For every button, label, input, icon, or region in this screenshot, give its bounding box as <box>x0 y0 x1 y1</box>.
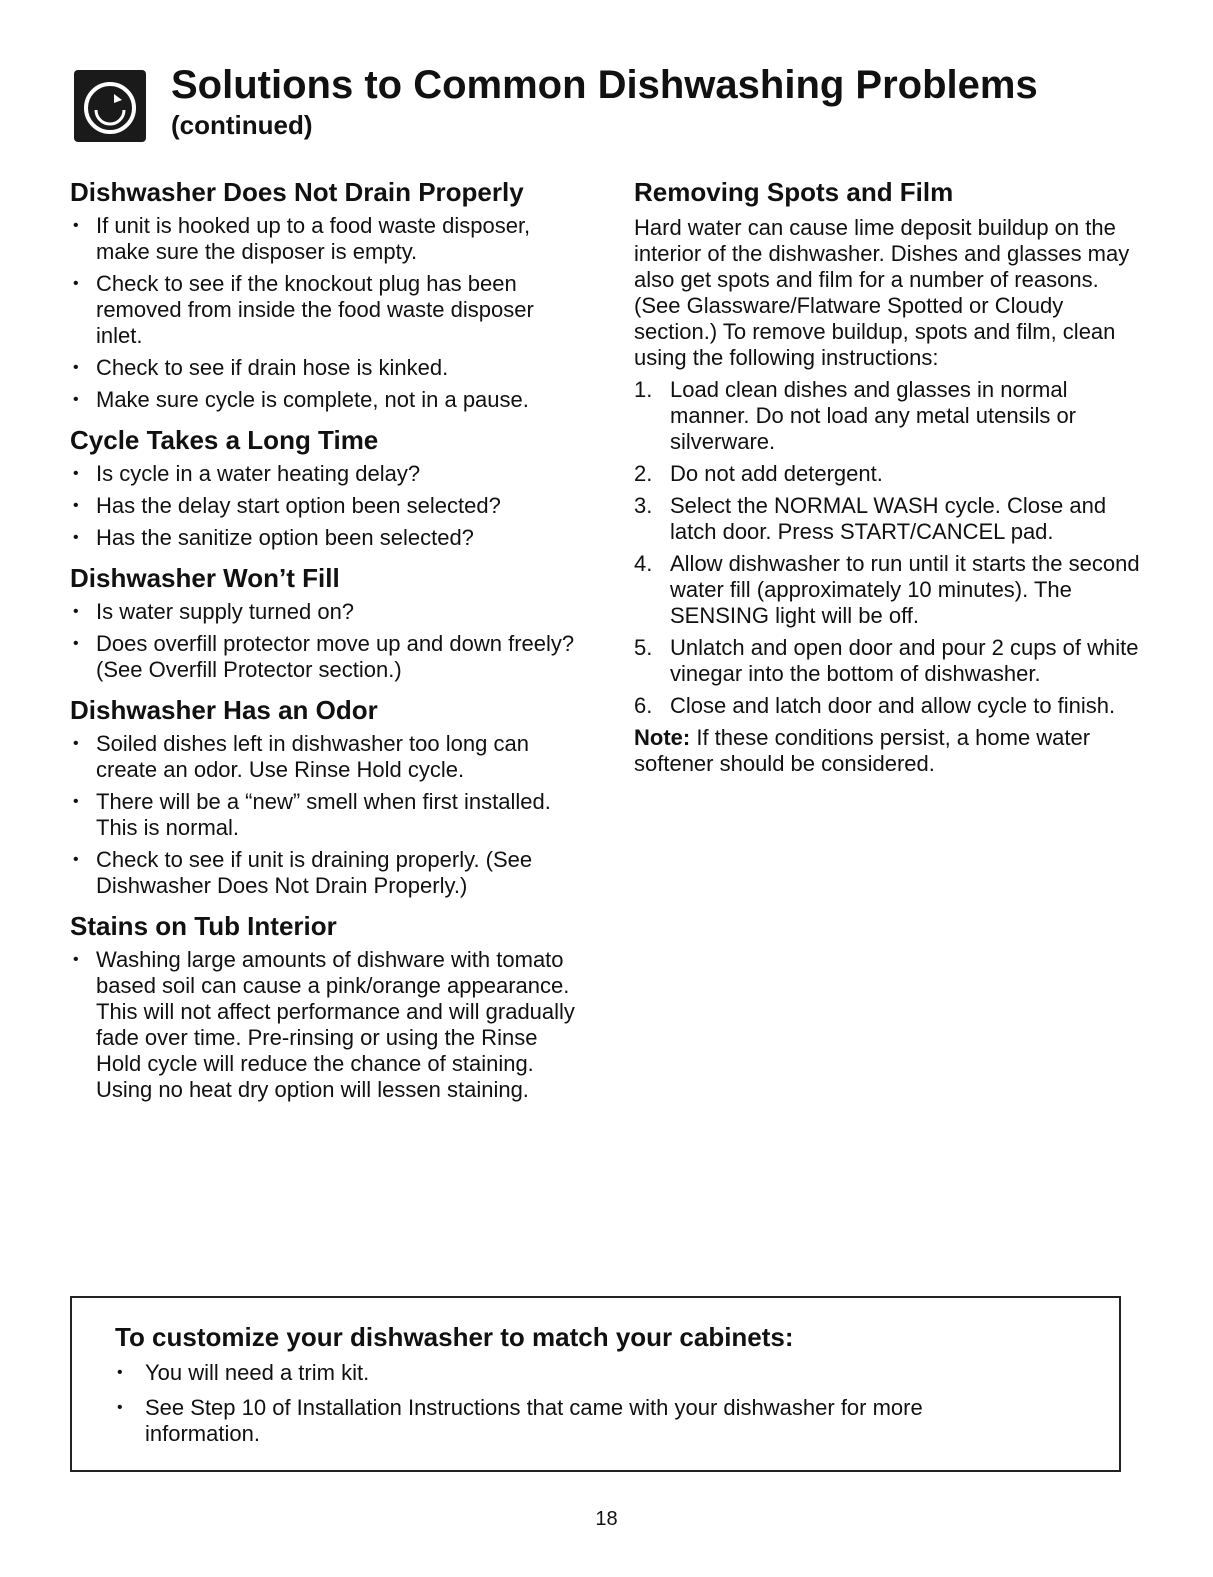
bullet-item: • There will be a “new” smell when first installed. This is normal. <box>70 789 580 841</box>
step-number: 5. <box>634 635 653 660</box>
box-heading: To customize your dishwasher to match your cabinets: <box>115 1322 794 1352</box>
bullet-list <box>70 461 580 551</box>
step-number: 2. <box>634 461 653 486</box>
section-drain <box>70 175 580 413</box>
step-text: Do not add detergent. <box>670 461 883 486</box>
bullet-item: • If unit is hooked up to a food waste disposer, make sure the disposer is empty. <box>70 213 580 265</box>
step-text: Unlatch and open door and pour 2 cups of white vinegar into the bottom of dishwasher. <box>670 635 1139 686</box>
bullet-item: • Is water supply turned on? <box>70 599 580 625</box>
bullet-item: • Soiled dishes left in dishwasher too long can create an odor. Use Rinse Hold cycle. <box>70 731 580 783</box>
step-number: 4. <box>634 551 653 576</box>
section-heading: Cycle Takes a Long Time <box>70 425 379 455</box>
bullet-item: • Washing large amounts of dishware with tomato based soil can cause a pink/orange appearance. This will not affect performance and will gradually fade over time. Pre-rinsing or using the Rinse Hold cycle will reduce the chance of staining. Using no heat dry option will lessen staining. <box>70 947 580 1103</box>
intro-paragraph: Hard water can cause lime deposit buildup on the interior of the dishwasher. Dishes and glasses may also get spots and film for a number of reasons. (See Glassware/Flatware Spotted or Cloudy section.) To remove buildup, spots and film, clean using the following instructions: <box>634 215 1130 370</box>
section-heading: Removing Spots and Film <box>634 177 954 207</box>
step-text: Load clean dishes and glasses in normal manner. Do not load any metal utensils or silverware. <box>670 377 1077 454</box>
bullet-item: • Check to see if the knockout plug has been removed from inside the food waste disposer inlet. <box>70 271 580 349</box>
step-item <box>634 377 1144 455</box>
box-bullet-list <box>115 1360 1015 1456</box>
section-heading: Dishwasher Won’t Fill <box>70 563 340 593</box>
bullet-list <box>70 947 580 1103</box>
bullet-list <box>70 731 580 899</box>
step-number: 1. <box>634 377 653 402</box>
step-text: Select the NORMAL WASH cycle. Close and latch door. Press START/CANCEL pad. <box>670 493 1107 544</box>
bullet-item: • Is cycle in a water heating delay? <box>70 461 580 487</box>
note-paragraph <box>634 725 1144 777</box>
step-item <box>634 493 1144 545</box>
section-heading: Stains on Tub Interior <box>70 911 337 941</box>
left-column <box>70 175 580 1113</box>
numbered-steps <box>634 377 1144 719</box>
bullet-item: • Check to see if unit is draining properly. (See Dishwasher Does Not Drain Properly.) <box>70 847 580 899</box>
section-long-time <box>70 423 580 551</box>
dishwasher-cycle-icon <box>74 70 146 142</box>
step-item <box>634 461 1144 487</box>
step-number: 6. <box>634 693 653 718</box>
right-column <box>634 175 1144 777</box>
step-number: 3. <box>634 493 653 518</box>
bullet-list <box>70 213 580 413</box>
bullet-item: • You will need a trim kit. <box>115 1360 1015 1386</box>
bullet-item: • Does overfill protector move up and down freely? (See Overfill Protector section.) <box>70 631 580 683</box>
bullet-item: • See Step 10 of Installation Instructions that came with your dishwasher for more information. <box>115 1395 1015 1447</box>
page-title: Solutions to Common Dishwashing Problems <box>171 63 1038 107</box>
step-item <box>634 635 1144 687</box>
customize-box <box>70 1296 1121 1472</box>
bullet-item: • Has the delay start option been selected? <box>70 493 580 519</box>
section-wont-fill <box>70 561 580 683</box>
bullet-list <box>70 599 580 683</box>
bullet-item: • Make sure cycle is complete, not in a pause. <box>70 387 580 413</box>
section-heading: Dishwasher Does Not Drain Properly <box>70 177 524 207</box>
step-item <box>634 551 1144 629</box>
step-item <box>634 693 1144 719</box>
bullet-item: • Has the sanitize option been selected? <box>70 525 580 551</box>
section-stains <box>70 909 580 1103</box>
page-subtitle: (continued) <box>171 110 313 140</box>
step-text: Allow dishwasher to run until it starts the second water fill (approximately 10 minutes). The SENSING light will be off. <box>670 551 1140 628</box>
note-label: Note: <box>634 725 691 750</box>
bullet-item: • Check to see if drain hose is kinked. <box>70 355 580 381</box>
step-text: Close and latch door and allow cycle to finish. <box>670 693 1116 718</box>
section-heading: Dishwasher Has an Odor <box>70 695 378 725</box>
note-text: If these conditions persist, a home water softener should be considered. <box>634 725 1091 776</box>
section-odor <box>70 693 580 899</box>
page-number: 18 <box>595 1508 618 1530</box>
